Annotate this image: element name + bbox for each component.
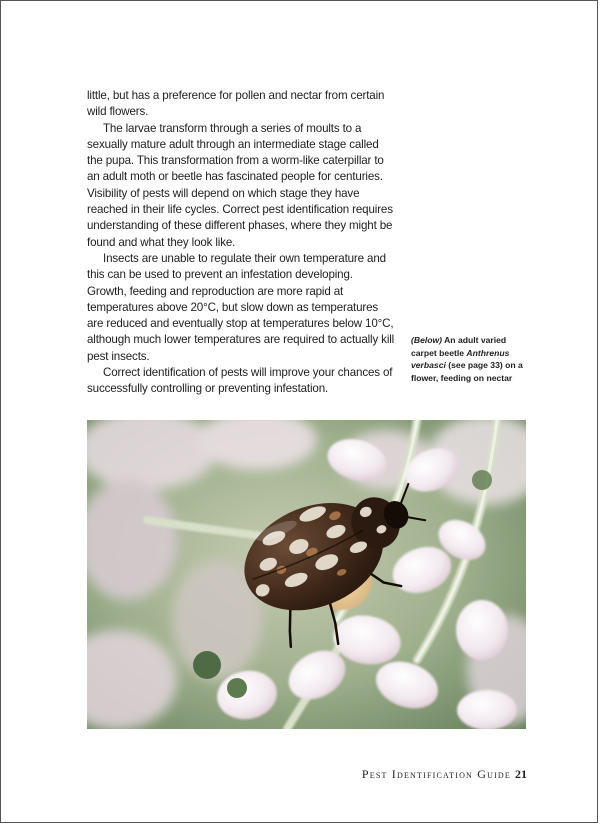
page-footer: [301, 765, 527, 783]
page-number: 21: [515, 767, 527, 781]
body-text: [87, 88, 395, 398]
footer-book-title: Pest Identification Guide: [361, 767, 511, 781]
paragraph-4: Correct identification of pests will improve your chances of successfully controlling or preventing infestation.: [87, 366, 393, 396]
paragraph-1: little, but has a preference for pollen and nectar from certain wild flowers.: [87, 89, 385, 119]
beetle-on-flower-image: [87, 420, 526, 729]
caption-scientific-name: Anthrenus verbasci: [411, 347, 510, 371]
caption-lead: (Below): [411, 335, 443, 345]
caption-text-after: (see page 33) on a flower, feeding on nectar: [411, 360, 523, 383]
caption-text-before: An adult varied carpet beetle: [411, 335, 507, 358]
paragraph-2: The larvae transform through a series of moults to a sexually mature adult through an intermediate stage called the pupa. This transformation from a worm-like caterpillar to an adult moth or beetle has fascinated people for centuries. Visibility of pests will depend on which stage they have reached in their life cycles. Correct pest identification requires understanding of these different phases, where they might be found and what they look like.: [87, 121, 393, 249]
beetle-photo: [87, 420, 526, 729]
photo-caption: [411, 334, 529, 384]
paragraph-3: Insects are unable to regulate their own temperature and this can be used to prevent an infestation developing. Growth, feeding and reproduction are more rapid at temperatures above 20°C, but slow down as temperatures are reduced and eventually stop at temperatures below 10°C, although much lower temperatures are required to actually kill pest insects.: [87, 251, 395, 363]
